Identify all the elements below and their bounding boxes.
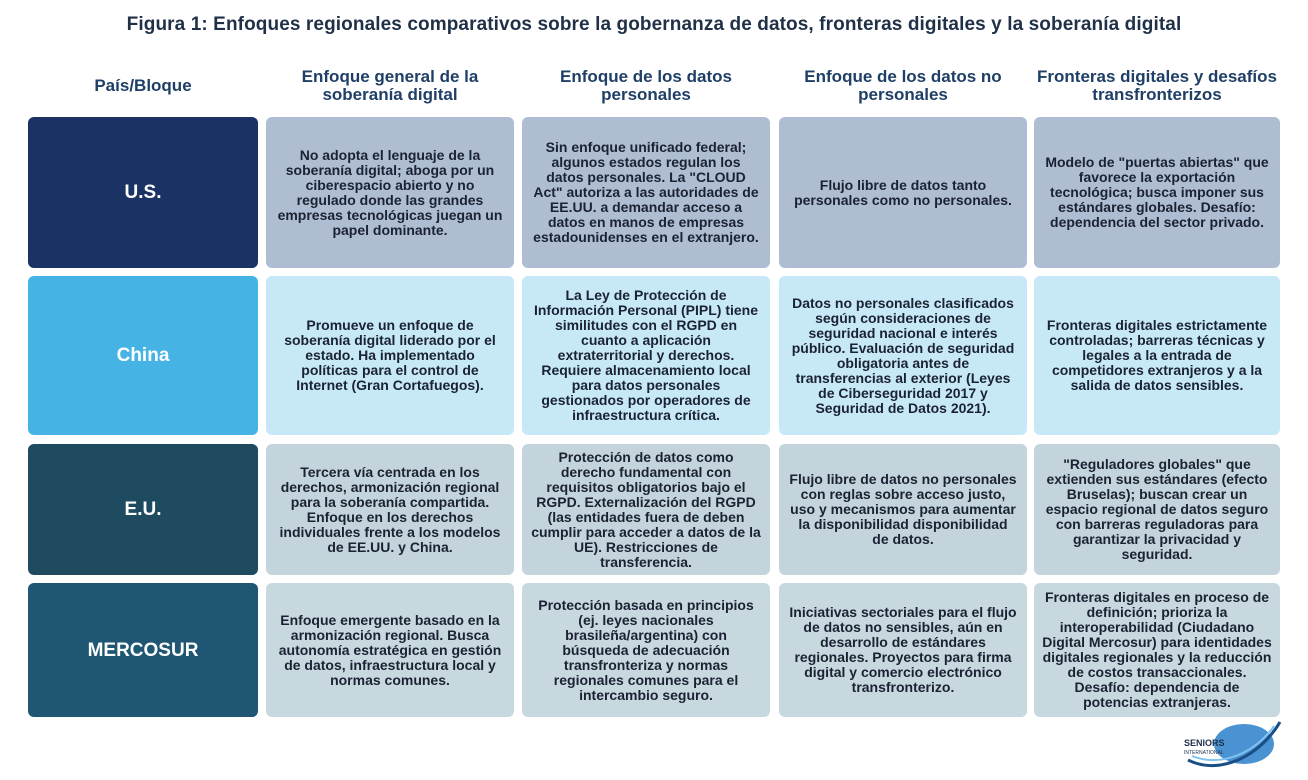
cell-china-personal: La Ley de Protección de Información Personal (PIPL) tiene similitudes con el RGPD en cuanto a aplicación extraterritorial y derechos. Requiere almacenamiento local para datos personales gestionados por operadores de infraestructura crítica. [522,276,770,435]
header-personal: Enfoque de los datos personales [560,67,732,104]
row-head-mercosur: MERCOSUR [28,583,258,717]
cell-china-nonpersonal: Datos no personales clasificados según consideraciones de seguridad nacional e interés público. Evaluación de seguridad obligatoria antes de transferencias al exterior (Leyes de Ciberseguridad 2017 y Seguridad de Datos 2021). [779,276,1027,435]
cell-us-personal: Sin enfoque unificado federal; algunos estados regulan los datos personales. La "CLOUD Act" autoriza a las autoridades de EE.UU. a demandar acceso a datos en manos de empresas estadounidenses en el extranjero. [522,117,770,268]
cell-us-sovereignty: No adopta el lenguaje de la soberanía digital; aboga por un ciberespacio abierto y no regulado donde las grandes empresas tecnológicas juegan un papel dominante. [266,117,514,268]
svg-text:SENIORS: SENIORS [1184,738,1225,748]
cell-us-borders: Modelo de "puertas abiertas" que favorece la exportación tecnológica; busca imponer sus estándares globales. Desafío: dependencia del sector privado. [1034,117,1280,268]
cell-china-borders: Fronteras digitales estrictamente controladas; barreras técnicas y legales a la entrada de competidores extranjeros y a la salida de datos sensibles. [1034,276,1280,435]
row-head-china: China [28,276,258,435]
cell-eu-borders: "Reguladores globales" que extienden sus estándares (efecto Bruselas); buscan crear un espacio regional de datos seguro con barreras reguladoras para garantizar la privacidad y seguridad. [1034,444,1280,575]
cell-eu-personal: Protección de datos como derecho fundamental con requisitos obligatorios bajo el RGPD. Externalización del RGPD (las entidades fuera de deben cumplir para acceder a datos de la UE). Restricciones de transferencia. [522,444,770,575]
cell-eu-nonpersonal: Flujo libre de datos no personales con reglas sobre acceso justo, uso y mecanismos para aumentar la disponibilidad disponibilidad de datos. [779,444,1027,575]
cell-china-sovereignty: Promueve un enfoque de soberanía digital liderado por el estado. Ha implementado políticas para el control de Internet (Gran Cortafuegos). [266,276,514,435]
header-nonpersonal: Enfoque de los datos no personales [804,67,1002,104]
header-sovereignty: Enfoque general de la soberanía digital [301,67,479,104]
row-head-eu: E.U. [28,444,258,575]
cell-us-nonpersonal: Flujo libre de datos tanto personales como no personales. [779,117,1027,268]
svg-text:INTERNATIONAL: INTERNATIONAL [1184,750,1224,756]
cell-mercosur-nonpersonal: Iniciativas sectoriales para el flujo de datos no sensibles, aún en desarrollo de estándares regionales. Proyectos para firma digital y comercio electrónico transfronterizo. [779,583,1027,717]
cell-mercosur-sovereignty: Enfoque emergente basado en la armonización regional. Busca autonomía estratégica en gestión de datos, infraestructura local y normas comunes. [266,583,514,717]
row-head-us: U.S. [28,117,258,268]
seniors-international-logo [1170,716,1282,772]
cell-eu-sovereignty: Tercera vía centrada en los derechos, armonización regional para la soberanía compartida. Enfoque en los derechos individuales frente a los modelos de EE.UU. y China. [266,444,514,575]
cell-mercosur-personal: Protección basada en principios (ej. leyes nacionales brasileña/argentina) con búsqueda de adecuación transfronteriza y normas regionales comunes para el intercambio seguro. [522,583,770,717]
cell-mercosur-borders: Fronteras digitales en proceso de definición; prioriza la interoperabilidad (Ciudadano Digital Mercosur) para identidades digitales regionales y la reducción de costos transaccionales. Desafío: dependencia de potencias extranjeras. [1034,583,1280,717]
header-country: País/Bloque [94,76,192,95]
header-borders: Fronteras digitales y desafíos transfronterizos [1037,67,1277,104]
figure-title: Figura 1: Enfoques regionales comparativos sobre la gobernanza de datos, fronteras digitales y la soberanía digital [126,14,1182,35]
